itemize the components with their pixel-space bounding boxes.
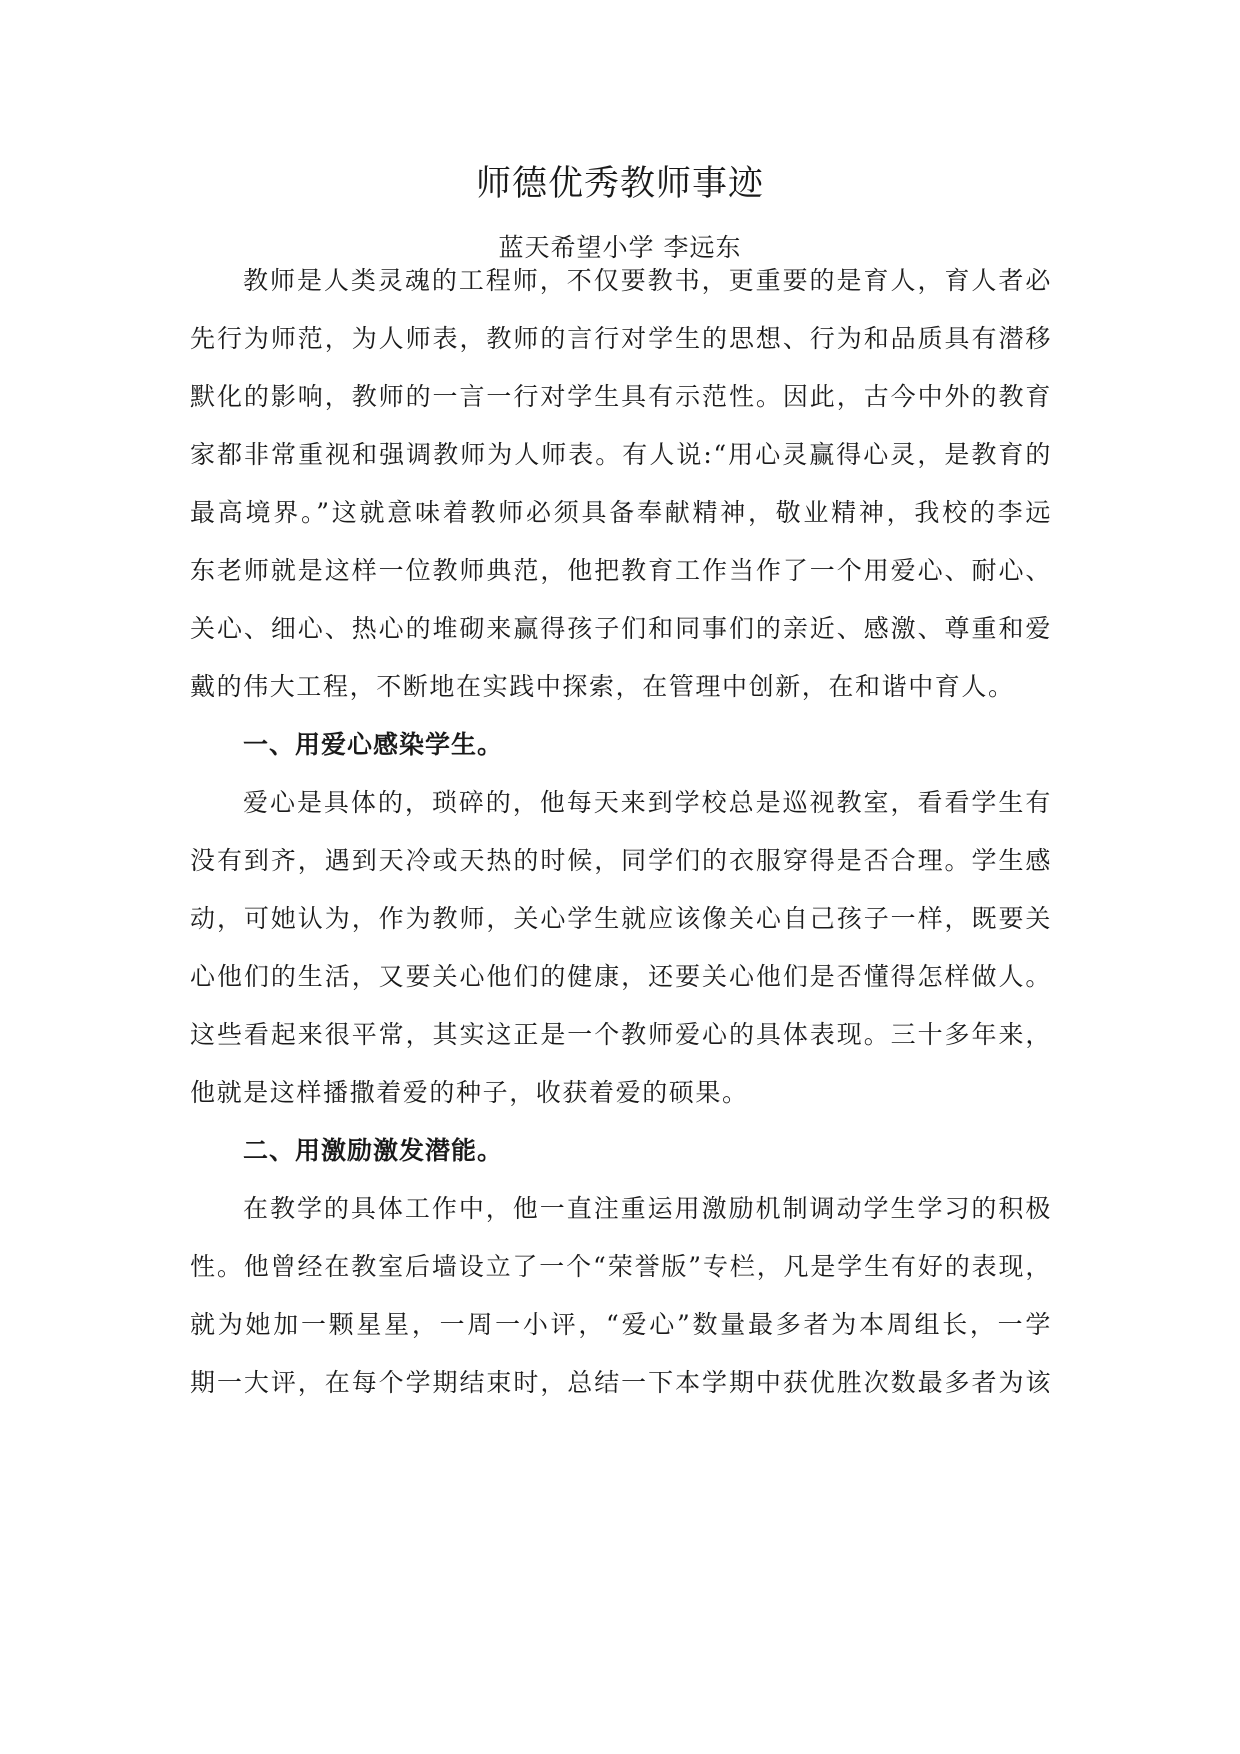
paragraph-line: 动，可她认为，作为教师，关心学生就应该像关心自己孩子一样，既要关	[190, 904, 1052, 933]
paragraph-line: 东老师就是这样一位教师典范，他把教育工作当作了一个用爱心、耐心、	[190, 556, 1052, 585]
author-byline: 蓝天希望小学 李远东	[498, 233, 742, 262]
paragraph-line: 家都非常重视和强调教师为人师表。有人说:“用心灵赢得心灵，是教育的	[190, 440, 1052, 469]
paragraph-line: 默化的影响，教师的一言一行对学生具有示范性。因此，古今中外的教育	[190, 382, 1052, 411]
section-heading: 二、用激励激发潜能。	[243, 1136, 504, 1165]
document-title: 师德优秀教师事迹	[475, 164, 764, 204]
paragraph-line: 关心、细心、热心的堆砌来赢得孩子们和同事们的亲近、感激、尊重和爱	[190, 614, 1052, 643]
paragraph-line: 爱心是具体的，琐碎的，他每天来到学校总是巡视教室，看看学生有	[243, 788, 1052, 817]
paragraph-line: 期一大评，在每个学期结束时，总结一下本学期中获优胜次数最多者为该	[190, 1368, 1052, 1397]
paragraph-line: 就为她加一颗星星，一周一小评，“爱心”数量最多者为本周组长，一学	[190, 1310, 1052, 1339]
paragraph-line: 他就是这样播撒着爱的种子，收获着爱的硕果。	[190, 1078, 749, 1107]
paragraph-line: 心他们的生活，又要关心他们的健康，还要关心他们是否懂得怎样做人。	[190, 962, 1052, 991]
section-heading: 一、用爱心感染学生。	[243, 730, 504, 759]
paragraph-line: 在教学的具体工作中，他一直注重运用激励机制调动学生学习的积极	[243, 1194, 1052, 1223]
paragraph-line: 戴的伟大工程，不断地在实践中探索，在管理中创新，在和谐中育人。	[190, 672, 1015, 701]
paragraph-line: 这些看起来很平常，其实这正是一个教师爱心的具体表现。三十多年来，	[190, 1020, 1052, 1049]
paragraph-line: 最高境界。”这就意味着教师必须具备奉献精神，敬业精神，我校的李远	[190, 498, 1052, 527]
paragraph-line: 没有到齐，遇到天冷或天热的时候，同学们的衣服穿得是否合理。学生感	[190, 846, 1052, 875]
paragraph-line: 性。他曾经在教室后墙设立了一个“荣誉版”专栏，凡是学生有好的表现，	[190, 1252, 1052, 1281]
paragraph-line: 先行为师范，为人师表，教师的言行对学生的思想、行为和品质具有潜移	[190, 324, 1052, 353]
paragraph-line: 教师是人类灵魂的工程师，不仅要教书，更重要的是育人，育人者必	[243, 266, 1052, 295]
